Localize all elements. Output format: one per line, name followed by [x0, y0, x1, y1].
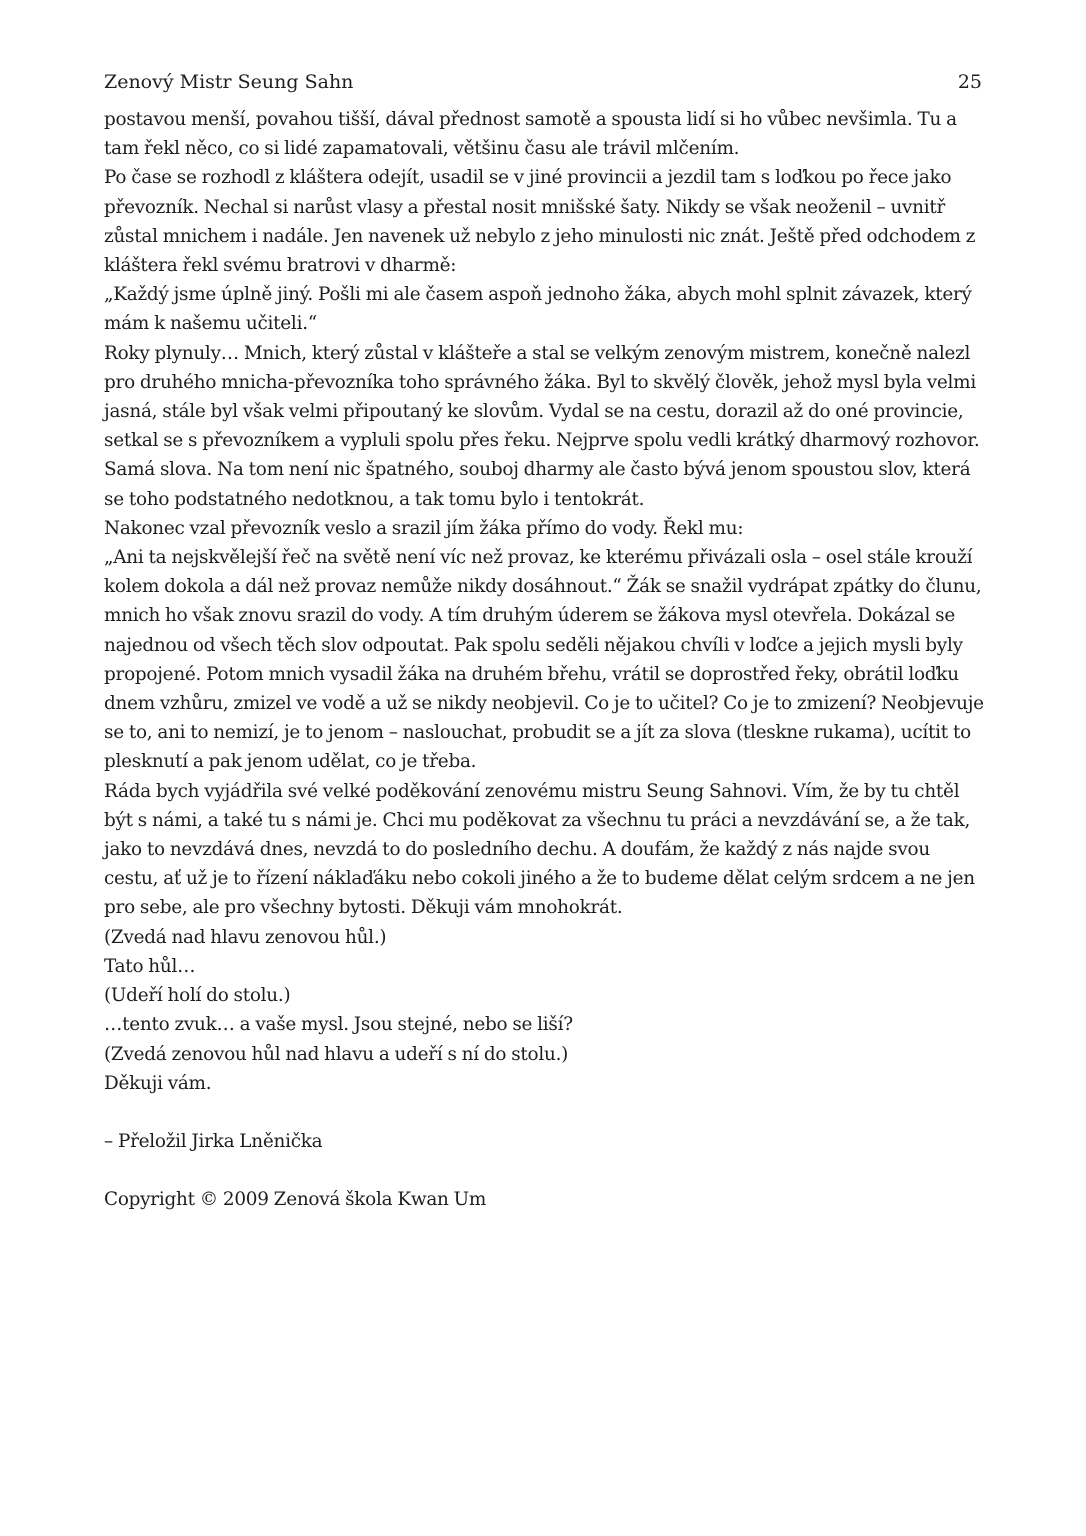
- paragraph: Ráda bych vyjádřila své velké poděkování zenovému mistru Seung Sahnovi. Vím, že by tu chtěl být s námi, a také tu s námi je. Chci mu poděkovat za všechnu tu práci a nevzdávání se, a že tak, jako to nevzdává dnes, nevzdá to do posledního dechu. A doufám, že každý z nás najde svou cestu, ať už je to řízení náklaďáku nebo cokoli jiného a že to budeme dělat celým srdcem a ne jen pro sebe, ale pro všechny bytosti. Děkuji vám mnohokrát.: [104, 780, 975, 919]
- paragraph: …tento zvuk… a vaše mysl. Jsou stejné, nebo se liší?: [104, 1014, 573, 1036]
- translator-credit: – Přeložil Jirka Lněnička: [104, 1131, 323, 1153]
- body-text: [104, 105, 984, 1215]
- paragraph: „Ani ta nejskvělejší řeč na světě není víc než provaz, ke kterému přivázali osla – osel stále krouží kolem dokola a dál než provaz nemůže nikdy dosáhnout.“ Žák se snažil vydrápat zpátky do člunu, mnich ho však znovu srazil do vody. A tím druhým úderem se žákova mysl otevřela. Dokázal se najednou od všech těch slov odpoutat. Pak spolu seděli nějakou chvíli v loďce a jejich mysli byly propojené. Potom mnich vysadil žáka na druhém břehu, vrátil se doprostřed řeky, obrátil loďku dnem vzhůru, zmizel ve vodě a už se nikdy neobjevil. Co je to učitel? Co je to zmizení? Neobjevuje se to, ani to nemizí, je to jenom – naslouchat, probudit se a jít za slova (tleskne rukama), ucítit to plesknutí a pak jenom udělat, co je třeba.: [104, 547, 984, 773]
- page-number: 25: [957, 71, 982, 93]
- paragraph: (Zvedá nad hlavu zenovou hůl.): [104, 926, 387, 948]
- paragraph: Po čase se rozhodl z kláštera odejít, usadil se v jiné provincii a jezdil tam s loďkou po řece jako převozník. Nechal si narůst vlasy a přestal nosit mnišské šaty. Nikdy se však neoženil – uvnitř zůstal mnichem i nadále. Jen navenek už nebylo z jeho minulosti nic znát. Ještě před odchodem z kláštera řekl svému bratrovi v dharmě:: [104, 167, 976, 277]
- paragraph: Tato hůl…: [104, 955, 196, 977]
- paragraph: (Udeří holí do stolu.): [104, 985, 291, 1007]
- paragraph: (Zvedá zenovou hůl nad hlavu a udeří s ní do stolu.): [104, 1043, 569, 1065]
- copyright-notice: Copyright © 2009 Zenová škola Kwan Um: [104, 1189, 487, 1211]
- paragraph: Děkuji vám.: [104, 1072, 212, 1094]
- paragraph: Roky plynuly… Mnich, který zůstal v klášteře a stal se velkým zenovým mistrem, konečně nalezl pro druhého mnicha-převozníka toho správného žáka. Byl to skvělý člověk, jehož mysl byla velmi jasná, stále byl však velmi připoutaný ke slovům. Vydal se na cestu, dorazil až do oné provincie, setkal se s převozníkem a vypluli spolu přes řeku. Nejprve spolu vedli krátký dharmový rozhovor. Samá slova. Na tom není nic špatného, souboj dharmy ale často bývá jenom spoustou slov, která se toho podstatného nedotknou, a tak tomu bylo i tentokrát.: [104, 342, 980, 510]
- paragraph: „Každý jsme úplně jiný. Pošli mi ale časem aspoň jednoho žáka, abych mohl splnit závazek, který mám k našemu učiteli.“: [104, 284, 972, 335]
- paragraph: Nakonec vzal převozník veslo a srazil jím žáka přímo do vody. Řekl mu:: [104, 517, 744, 539]
- page-header: [104, 68, 982, 96]
- paragraph: postavou menší, povahou tišší, dával přednost samotě a spousta lidí si ho vůbec nevšimla. Tu a tam řekl něco, co si lidé zapamatovali, většinu času ale trávil mlčením.: [104, 109, 957, 160]
- running-title: Zenový Mistr Seung Sahn: [104, 71, 354, 93]
